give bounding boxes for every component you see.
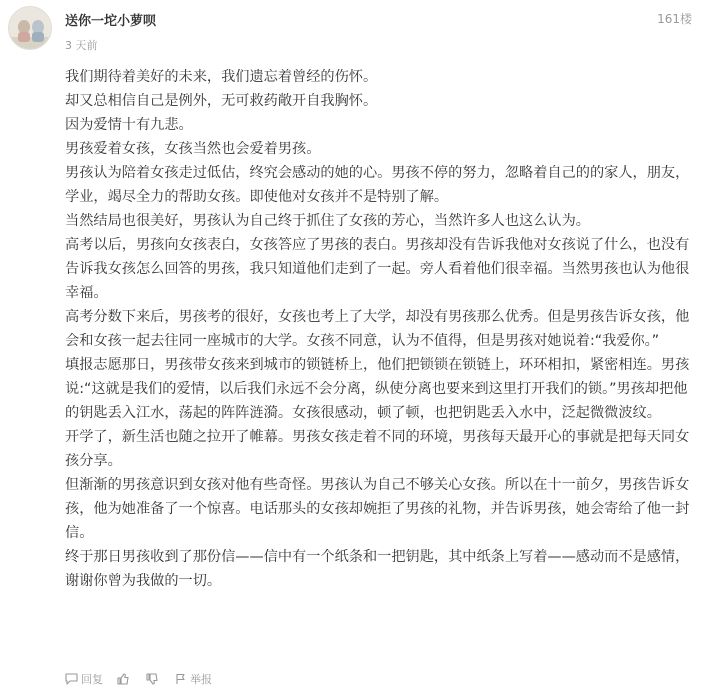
dislike-button[interactable] xyxy=(146,673,161,685)
paragraph: 因为爱情十有九悲。 xyxy=(65,117,193,133)
author-name[interactable]: 送你一坨小萝呗 xyxy=(65,14,157,29)
thumbs-down-icon xyxy=(146,673,158,685)
paragraph: 当然结局也很美好，男孩认为自己终于抓住了女孩的芳心，当然许多人也这么认为。 xyxy=(65,213,590,229)
thumbs-up-icon xyxy=(117,673,129,685)
paragraph: 但渐渐的男孩意识到女孩对他有些奇怪。男孩认为自己不够关心女孩。所以在十一前夕，男孩告诉女孩，他为她准备了一个惊喜。电话那头的女孩却婉拒了男孩的礼物，并告诉男孩，她会寄给了他一封信。 xyxy=(65,477,690,541)
paragraph: 开学了，新生活也随之拉开了帷幕。男孩女孩走着不同的环境，男孩每天最开心的事就是把每天同女孩分享。 xyxy=(65,429,690,469)
reply-button[interactable] xyxy=(65,671,103,687)
reply-label: 回复 xyxy=(81,673,103,686)
post-content xyxy=(65,65,695,593)
like-button[interactable] xyxy=(117,673,132,685)
paragraph: 男孩爱着女孩，女孩当然也会爱着男孩。 xyxy=(65,141,321,157)
post-actions xyxy=(65,671,226,687)
flag-icon xyxy=(175,673,187,685)
paragraph: 却又总相信自己是例外，无可救药敞开自我胸怀。 xyxy=(65,93,378,109)
report-button[interactable] xyxy=(175,671,212,687)
paragraph: 高考以后，男孩向女孩表白，女孩答应了男孩的表白。男孩却没有告诉我他对女孩说了什么，也没有告诉我女孩怎么回答的男孩，我只知道他们走到了一起。旁人看着他们很幸福。当然男孩也认为他很幸福。 xyxy=(65,237,690,301)
paragraph: 男孩认为陪着女孩走过低估，终究会感动的她的心。男孩不停的努力，忽略着自己的的家人，朋友，学业，竭尽全力的帮助女孩。即使他对女孩并不是特别了解。 xyxy=(65,165,690,205)
comment-icon xyxy=(65,673,78,685)
paragraph: 我们期待着美好的未来，我们遗忘着曾经的伤怀。 xyxy=(65,69,378,85)
floor-number: 161楼 xyxy=(657,12,692,26)
avatar[interactable] xyxy=(8,6,52,50)
paragraph: 终于那日男孩收到了那份信——信中有一个纸条和一把钥匙，其中纸条上写着——感动而不是感情，谢谢你曾为我做的一切。 xyxy=(65,549,690,589)
avatar-image xyxy=(9,7,52,50)
paragraph: 高考分数下来后，男孩考的很好，女孩也考上了大学，却没有男孩那么优秀。但是男孩告诉女孩，他会和女孩一起去往同一座城市的大学。女孩不同意，认为不值得，但是男孩对她说着:“我爱你。” xyxy=(65,309,690,349)
paragraph: 填报志愿那日，男孩带女孩来到城市的锁链桥上，他们把锁锁在锁链上，环环相扣，紧密相连。男孩说:“这就是我们的爱情，以后我们永远不会分离，纵使分离也要来到这里打开我们的锁。”男孩却把他的钥匙丢入江水，荡起的阵阵涟漪。女孩很感动，顿了顿，也把钥匙丢入水中，泛起微微波纹。 xyxy=(65,357,690,421)
report-label: 举报 xyxy=(190,673,212,686)
post-time: 3 天前 xyxy=(65,39,98,52)
